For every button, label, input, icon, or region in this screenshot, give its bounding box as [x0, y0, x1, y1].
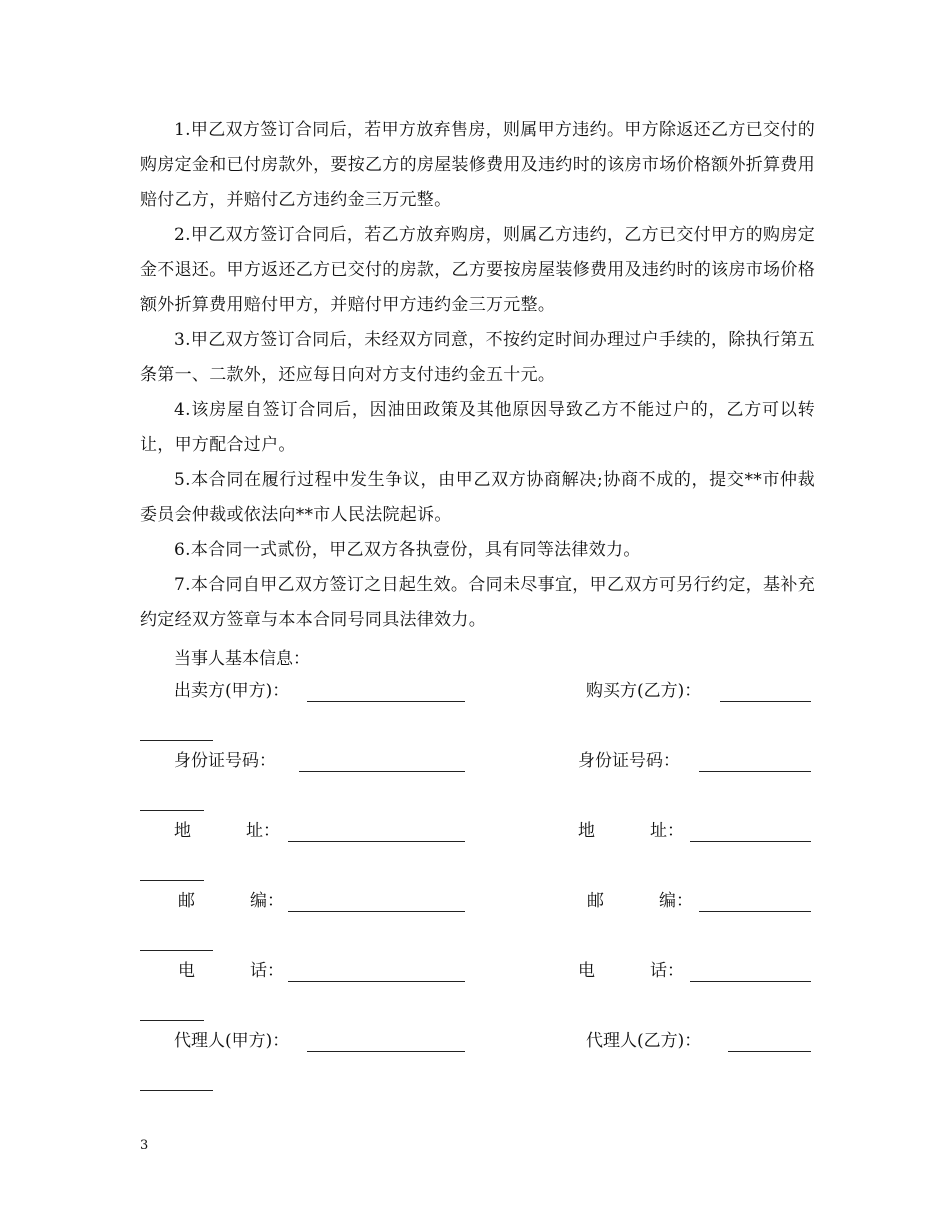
parties-heading: 当事人基本信息：	[174, 649, 310, 669]
agent-row	[0, 1026, 950, 1096]
seller-address-blank[interactable]	[288, 841, 465, 842]
buyer-zip-blank[interactable]	[699, 911, 811, 912]
seller-zip-label-2: 编：	[250, 891, 284, 911]
buyer-blank-continued[interactable]	[140, 740, 213, 741]
seller-zip-label-1: 邮	[178, 891, 195, 911]
seller-address-label-2: 址：	[246, 821, 280, 841]
seller-id-blank[interactable]	[299, 771, 465, 772]
buyer-zip-label-2: 编：	[659, 891, 693, 911]
buyer-zip-blank-continued[interactable]	[140, 950, 213, 951]
buyer-phone-blank-continued[interactable]	[140, 1020, 204, 1021]
buyer-address-blank[interactable]	[690, 841, 811, 842]
phone-row	[0, 956, 950, 1026]
clause-5: 5.本合同在履行过程中发生争议，由甲乙双方协商解决;协商不成的，提交**市仲裁委员会仲裁或依法向**市人民法院起诉。	[140, 470, 815, 525]
buyer-id-blank[interactable]	[699, 771, 811, 772]
buyer-blank[interactable]	[720, 701, 811, 702]
buyer-zip-label-1: 邮	[587, 891, 604, 911]
id-row	[0, 746, 950, 816]
clause-4: 4.该房屋自签订合同后，因油田政策及其他原因导致乙方不能过户的，乙方可以转让，甲方配合过户。	[140, 400, 815, 455]
seller-id-label: 身份证号码：	[174, 751, 276, 771]
seller-blank[interactable]	[307, 701, 465, 702]
seller-phone-label-1: 电	[178, 961, 195, 981]
seller-label: 出卖方(甲方)：	[174, 681, 290, 701]
clause-3: 3.甲乙双方签订合同后，未经双方同意，不按约定时间办理过户手续的，除执行第五条第一、二款外，还应每日向对方支付违约金五十元。	[140, 330, 815, 385]
page-number: 3	[140, 1138, 149, 1153]
buyer-address-label-1: 地	[578, 821, 595, 841]
seller-agent-blank[interactable]	[307, 1051, 465, 1052]
clause-7: 7.本合同自甲乙双方签订之日起生效。合同未尽事宜，甲乙双方可另行约定，基补充约定经双方签章与本本合同号同具法律效力。	[140, 575, 815, 630]
buyer-label: 购买方(乙方)：	[586, 681, 702, 701]
clause-1: 1.甲乙双方签订合同后，若甲方放弃售房，则属甲方违约。甲方除返还乙方已交付的购房定金和已付房款外，要按乙方的房屋装修费用及违约时的该房市场价格额外折算费用赔付乙方，并赔付乙方违约金三万元整。	[140, 120, 815, 210]
zip-row	[0, 886, 950, 956]
contract-clauses	[140, 113, 815, 638]
clause-6: 6.本合同一式贰份，甲乙双方各执壹份，具有同等法律效力。	[174, 540, 641, 560]
buyer-agent-label: 代理人(乙方)：	[586, 1031, 702, 1051]
buyer-phone-blank[interactable]	[690, 981, 811, 982]
buyer-phone-label-1: 电	[578, 961, 595, 981]
seller-agent-label: 代理人(甲方)：	[174, 1031, 290, 1051]
seller-address-label-1: 地	[174, 821, 191, 841]
seller-phone-blank[interactable]	[288, 981, 465, 982]
address-row	[0, 816, 950, 886]
seller-phone-label-2: 话：	[250, 961, 284, 981]
buyer-id-label: 身份证号码：	[578, 751, 680, 771]
clause-2: 2.甲乙双方签订合同后，若乙方放弃购房，则属乙方违约，乙方已交付甲方的购房定金不退还。甲方返还乙方已交付的房款，乙方要按房屋装修费用及违约时的该房市场价格额外折算费用赔付甲方，并赔付甲方违约金三万元整。	[140, 225, 815, 315]
buyer-address-label-2: 址：	[650, 821, 684, 841]
buyer-address-blank-continued[interactable]	[140, 880, 204, 881]
buyer-agent-blank[interactable]	[728, 1051, 811, 1052]
seller-zip-blank[interactable]	[288, 911, 465, 912]
buyer-id-blank-continued[interactable]	[140, 810, 204, 811]
party-row	[0, 676, 950, 746]
buyer-agent-blank-continued[interactable]	[140, 1090, 213, 1091]
buyer-phone-label-2: 话：	[650, 961, 684, 981]
